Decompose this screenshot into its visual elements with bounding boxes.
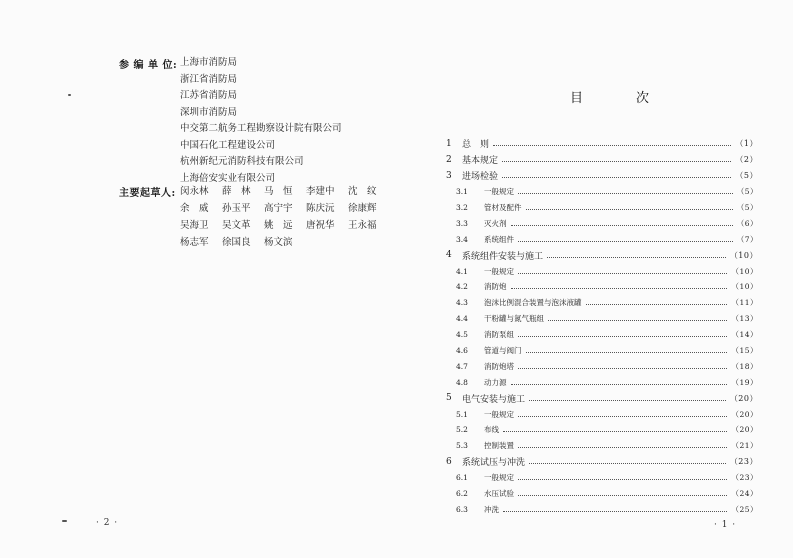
drafter-name: 吴海卫 — [180, 220, 209, 231]
toc-subsection-entry[interactable] — [446, 327, 758, 343]
toc-entry-number: 4.7 — [456, 361, 468, 371]
toc-entry-page: （20） — [731, 409, 758, 419]
participating-unit: 中交第二航务工程勘察设计院有限公司 — [180, 123, 342, 134]
toc-subsection-entry[interactable] — [446, 374, 758, 390]
toc-leader-dots — [547, 257, 726, 258]
toc-entry-page: （5） — [735, 171, 758, 181]
toc-leader-dots — [502, 177, 731, 178]
right-page-number: · 1 · — [714, 520, 737, 530]
toc-entry-number: 3.3 — [456, 218, 468, 228]
toc-entry-number: 4.5 — [456, 330, 468, 340]
drafter-name: 孙玉平 — [222, 203, 251, 214]
drafter-name: 余 威 — [180, 203, 209, 214]
drafters-label: 主要起草人: — [119, 188, 176, 199]
toc-entry-title: 一般规定 — [484, 409, 514, 419]
left-page-number: · 2 · — [96, 518, 119, 528]
drafter-name: 沈 纹 — [348, 186, 377, 197]
toc-subsection-entry[interactable] — [446, 358, 758, 374]
drafters-row — [180, 234, 395, 251]
toc-entry-title: 基本规定 — [462, 156, 499, 167]
toc-entry-page: （24） — [731, 489, 758, 499]
toc-entry-page: （5） — [736, 203, 758, 212]
toc-leader-dots — [502, 161, 731, 162]
drafter-name: 闵永林 — [180, 186, 209, 197]
left-page — [0, 0, 396, 558]
toc-entry-number: 4.1 — [456, 266, 468, 276]
toc-leader-dots — [518, 416, 727, 417]
participating-unit: 上海倍安实业有限公司 — [180, 172, 276, 184]
toc-title: 目 次 — [570, 91, 670, 106]
toc-leader-dots — [518, 336, 727, 337]
toc-leader-dots — [548, 320, 727, 321]
toc-subsection-entry[interactable] — [446, 438, 758, 454]
toc-entry-number: 5.2 — [456, 425, 468, 435]
toc-entry-number: 5.1 — [456, 409, 468, 419]
toc-entry-page: （15） — [731, 346, 758, 356]
toc-entry-number: 3.2 — [456, 203, 468, 212]
toc-entry-number: 1 — [446, 138, 452, 149]
toc-entry-title: 一般规定 — [484, 187, 514, 197]
toc-entry-page: （25） — [731, 504, 758, 514]
drafter-name: 吴文革 — [222, 220, 251, 231]
toc-leader-dots — [511, 288, 728, 289]
toc-subsection-entry[interactable] — [446, 422, 758, 438]
toc-entry-page: （5） — [736, 187, 758, 197]
participating-unit: 江苏省消防局 — [180, 90, 238, 101]
toc-subsection-entry[interactable] — [446, 406, 758, 422]
toc-subsection-entry[interactable] — [446, 486, 758, 502]
toc-entry-page: （11） — [731, 298, 758, 308]
toc-entry-title: 动力源 — [484, 377, 507, 387]
drafter-name: 徐康辉 — [348, 203, 377, 214]
toc-subsection-entry[interactable] — [446, 295, 758, 311]
toc-entry-number: 5 — [446, 393, 452, 404]
toc-subsection-entry[interactable] — [446, 470, 758, 486]
toc-entry-title: 管材及配件 — [484, 203, 522, 212]
drafter-name: 高宁宇 — [264, 203, 293, 214]
toc-entry-title: 一般规定 — [484, 266, 514, 276]
drafter-name: 杨志军 — [180, 237, 209, 248]
toc-entry-title: 消防炮 — [484, 282, 507, 292]
toc-subsection-entry[interactable] — [446, 311, 758, 327]
toc-leader-dots — [518, 273, 727, 274]
toc-entry-title: 水压试验 — [484, 489, 514, 499]
toc-entry-page: （6） — [736, 218, 758, 228]
toc-entry-title: 灭火剂 — [484, 218, 507, 228]
toc-entry-number: 6 — [446, 456, 452, 467]
drafter-name: 杨文滨 — [264, 237, 293, 248]
toc-subsection-entry[interactable] — [446, 184, 758, 200]
toc-entry-title: 干粉罐与氮气瓶组 — [484, 314, 544, 324]
toc-leader-dots — [518, 368, 727, 369]
toc-entry-number: 6.1 — [456, 473, 468, 483]
drafter-name: 马 恒 — [264, 186, 293, 197]
toc-leader-dots — [503, 431, 727, 432]
toc-entry-number: 3.1 — [456, 187, 468, 197]
toc-entry-page: （20） — [729, 393, 758, 403]
toc-entry-page: （23） — [729, 457, 758, 467]
toc-leader-dots — [518, 479, 727, 480]
toc-leader-dots — [503, 511, 727, 512]
toc-entry-page: （10） — [731, 282, 758, 292]
toc-leader-dots — [511, 384, 728, 385]
toc-entry-page: （23） — [731, 473, 758, 483]
toc-entry-title: 系统试压与冲洗 — [462, 458, 526, 469]
toc-entry-number: 3.4 — [456, 234, 468, 244]
participating-unit: 浙江省消防局 — [180, 73, 238, 85]
toc-leader-dots — [586, 304, 728, 305]
toc-leader-dots — [511, 225, 733, 226]
drafters-list — [180, 183, 395, 251]
toc-entry-number: 4.3 — [456, 298, 468, 308]
toc-entry-number: 6.2 — [456, 489, 468, 499]
toc-leader-dots — [493, 145, 731, 146]
toc-subsection-entry[interactable] — [446, 501, 758, 517]
drafter-name: 陈庆沅 — [306, 203, 335, 214]
participating-unit: 中国石化工程建设公司 — [180, 139, 276, 151]
toc-entry-number: 2 — [446, 154, 452, 165]
toc-subsection-entry[interactable] — [446, 263, 758, 279]
toc-entry-title: 控制装置 — [484, 441, 514, 451]
toc-entry-title: 总 则 — [462, 140, 490, 151]
drafters-row — [180, 217, 395, 234]
toc-leader-dots — [529, 400, 726, 401]
toc-entry-number: 6.3 — [456, 504, 468, 514]
scan-speck — [68, 94, 71, 96]
toc-leader-dots — [518, 447, 727, 448]
toc-entry-title: 系统组件 — [484, 234, 514, 244]
toc-chapter-entry[interactable] — [446, 247, 758, 263]
toc-subsection-entry[interactable] — [446, 200, 758, 216]
participating-units-list — [180, 55, 390, 187]
toc-entry-page: （10） — [731, 266, 758, 276]
toc-entry-number: 4.8 — [456, 377, 468, 387]
toc-leader-dots — [526, 352, 728, 353]
drafter-name: 李建中 — [306, 186, 335, 197]
table-of-contents — [446, 136, 758, 517]
toc-entry-page: （2） — [735, 155, 758, 165]
toc-entry-page: （19） — [731, 377, 758, 387]
toc-chapter-entry[interactable] — [446, 136, 758, 152]
toc-entry-number: 4.4 — [456, 314, 468, 324]
drafter-name: 姚 远 — [264, 220, 293, 231]
drafters-row — [180, 183, 395, 200]
toc-chapter-entry[interactable] — [446, 390, 758, 406]
toc-entry-title: 消防炮塔 — [484, 361, 514, 371]
drafter-name: 王永福 — [348, 220, 377, 231]
toc-entry-title: 冲洗 — [484, 504, 499, 514]
toc-leader-dots — [518, 193, 733, 194]
toc-entry-page: （21） — [731, 441, 758, 451]
toc-chapter-entry[interactable] — [446, 152, 758, 168]
toc-leader-dots — [518, 241, 733, 242]
participating-units-label: 参 编 单 位: — [119, 60, 178, 71]
toc-subsection-entry[interactable] — [446, 343, 758, 359]
toc-entry-number: 5.3 — [456, 441, 468, 451]
toc-subsection-entry[interactable] — [446, 215, 758, 231]
drafter-name: 徐国良 — [222, 237, 251, 248]
toc-entry-title: 布线 — [484, 425, 499, 435]
toc-entry-title: 系统组件安装与施工 — [462, 251, 544, 262]
toc-entry-number: 4 — [446, 250, 452, 261]
toc-chapter-entry[interactable] — [446, 168, 758, 184]
toc-subsection-entry[interactable] — [446, 231, 758, 247]
toc-entry-number: 4.6 — [456, 346, 468, 356]
toc-entry-page: （7） — [736, 234, 758, 244]
toc-entry-page: （20） — [731, 425, 758, 435]
toc-entry-number: 4.2 — [456, 282, 468, 292]
toc-entry-title: 消防泵组 — [484, 330, 514, 340]
toc-entry-page: （18） — [731, 361, 758, 371]
toc-entry-number: 3 — [446, 170, 452, 181]
toc-entry-page: （14） — [731, 330, 758, 340]
drafter-name: 薛 林 — [222, 186, 251, 197]
toc-subsection-entry[interactable] — [446, 279, 758, 295]
drafter-name: 唐祝华 — [306, 220, 335, 231]
toc-leader-dots — [529, 463, 726, 464]
toc-entry-page: （13） — [731, 314, 758, 324]
toc-chapter-entry[interactable] — [446, 454, 758, 470]
toc-leader-dots — [526, 209, 733, 210]
participating-unit: 杭州新纪元消防科技有限公司 — [180, 156, 304, 167]
toc-entry-title: 泡沫比例混合装置与泡沫液罐 — [484, 298, 582, 308]
participating-unit: 上海市消防局 — [180, 57, 238, 68]
toc-entry-title: 进场检验 — [462, 172, 499, 183]
participating-unit: 深圳市消防局 — [180, 106, 238, 118]
drafters-row — [180, 200, 395, 217]
toc-entry-title: 一般规定 — [484, 473, 514, 483]
toc-leader-dots — [518, 495, 727, 496]
toc-entry-title: 电气安装与施工 — [462, 394, 526, 405]
toc-entry-page: （10） — [729, 250, 758, 260]
scan-speck — [62, 520, 67, 522]
toc-entry-page: （1） — [735, 139, 758, 149]
toc-entry-title: 管道与阀门 — [484, 346, 522, 356]
